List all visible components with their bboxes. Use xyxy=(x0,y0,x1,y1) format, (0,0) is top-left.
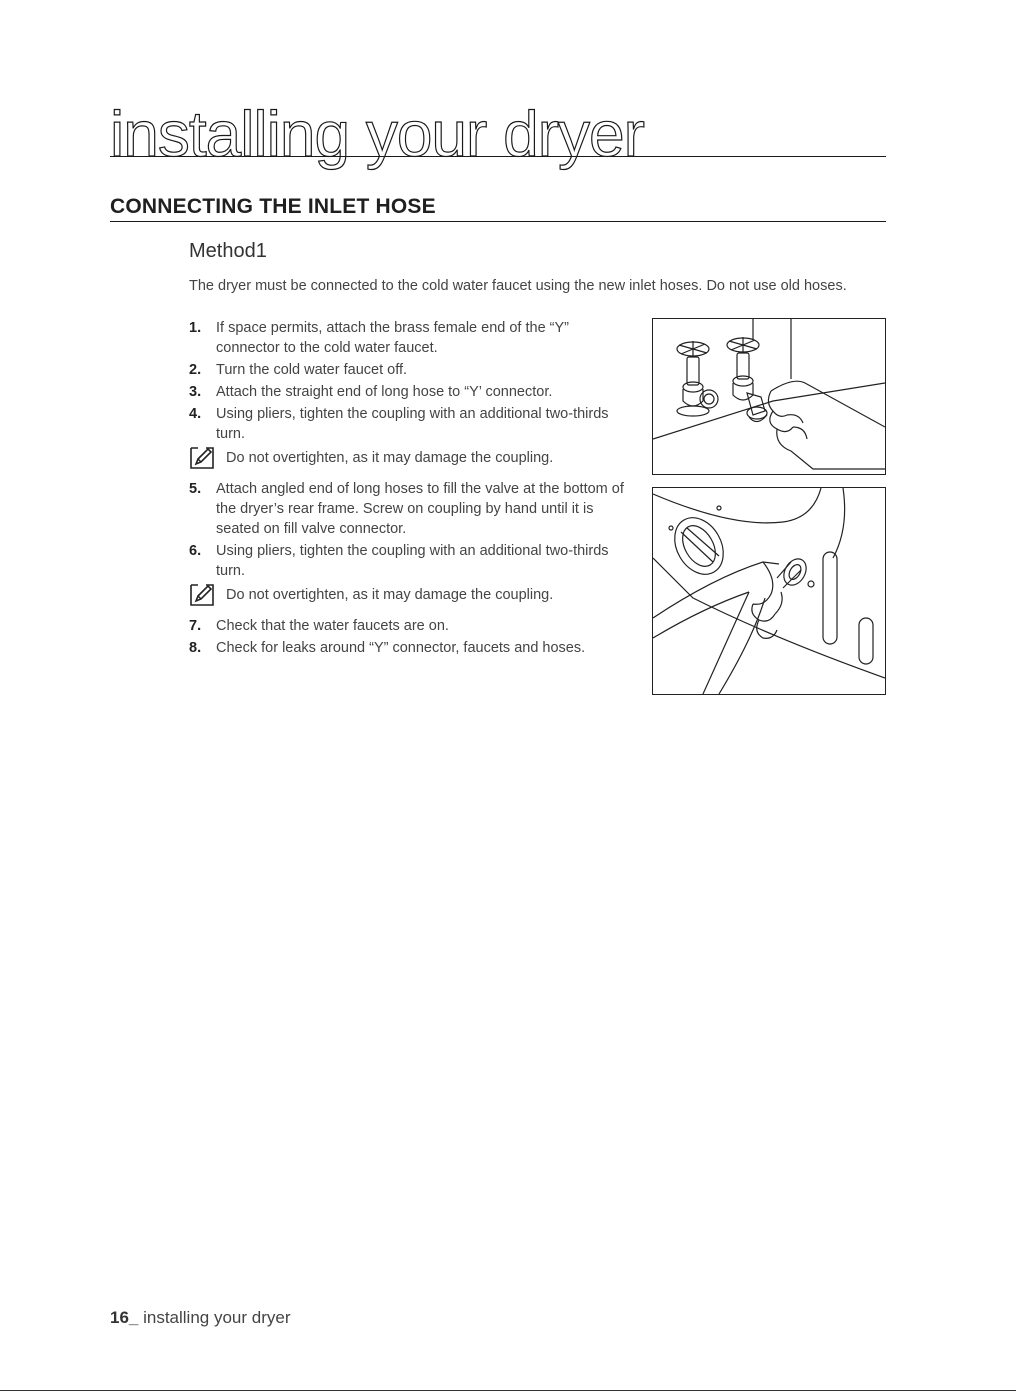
step-number: 1. xyxy=(189,320,202,336)
note-text: Do not overtighten, as it may damage the coupling. xyxy=(226,587,554,603)
step-number: 6. xyxy=(189,543,202,559)
step-3 xyxy=(189,382,629,402)
bottom-rule xyxy=(0,1390,1016,1391)
step-7 xyxy=(189,616,629,636)
step-number: 2. xyxy=(189,362,202,378)
step-4 xyxy=(189,404,629,444)
note-1 xyxy=(189,448,629,472)
note-pencil-icon xyxy=(189,583,215,607)
step-6 xyxy=(189,541,629,581)
step-number: 8. xyxy=(189,640,202,656)
section-rule xyxy=(110,221,886,222)
step-text: Check for leaks around “Y” connector, faucets and hoses. xyxy=(216,640,586,656)
note-2 xyxy=(189,585,629,609)
step-text: Attach the straight end of long hose to “Y’ connector. xyxy=(216,384,553,400)
step-number: 5. xyxy=(189,481,202,497)
step-text: Using pliers, tighten the coupling with an additional two-thirds turn. xyxy=(216,543,609,579)
step-text: Using pliers, tighten the coupling with an additional two-thirds turn. xyxy=(216,406,609,442)
page-number: 16_ xyxy=(110,1308,139,1327)
dryer-fill-valve-illustration xyxy=(652,487,886,695)
step-text: Turn the cold water faucet off. xyxy=(216,362,408,378)
faucet-y-connector-illustration xyxy=(652,318,886,475)
step-number: 3. xyxy=(189,384,202,400)
method-intro: The dryer must be connected to the cold water faucet using the new inlet hoses. Do not use old hoses. xyxy=(189,278,847,294)
step-text: Check that the water faucets are on. xyxy=(216,618,449,634)
step-number: 7. xyxy=(189,618,202,634)
step-2 xyxy=(189,360,629,380)
section-title: CONNECTING THE INLET HOSE xyxy=(110,195,436,218)
chapter-title: installing your dryer xyxy=(110,98,644,170)
note-pencil-icon xyxy=(189,446,215,470)
page-footer xyxy=(110,1308,291,1328)
step-text: Attach angled end of long hoses to fill the valve at the bottom of the dryer’s rear frame. Screw on coupling by hand until it is seated on fill valve connector. xyxy=(216,481,624,537)
step-number: 4. xyxy=(189,406,202,422)
step-text: If space permits, attach the brass female end of the “Y” connector to the cold water faucet. xyxy=(216,320,570,356)
note-text: Do not overtighten, as it may damage the coupling. xyxy=(226,450,554,466)
chapter-rule xyxy=(110,156,886,157)
method-title: Method1 xyxy=(189,240,267,262)
footer-label: installing your dryer xyxy=(138,1308,291,1327)
steps-list xyxy=(189,318,629,660)
step-5 xyxy=(189,479,629,539)
step-8 xyxy=(189,638,629,658)
step-1 xyxy=(189,318,629,358)
